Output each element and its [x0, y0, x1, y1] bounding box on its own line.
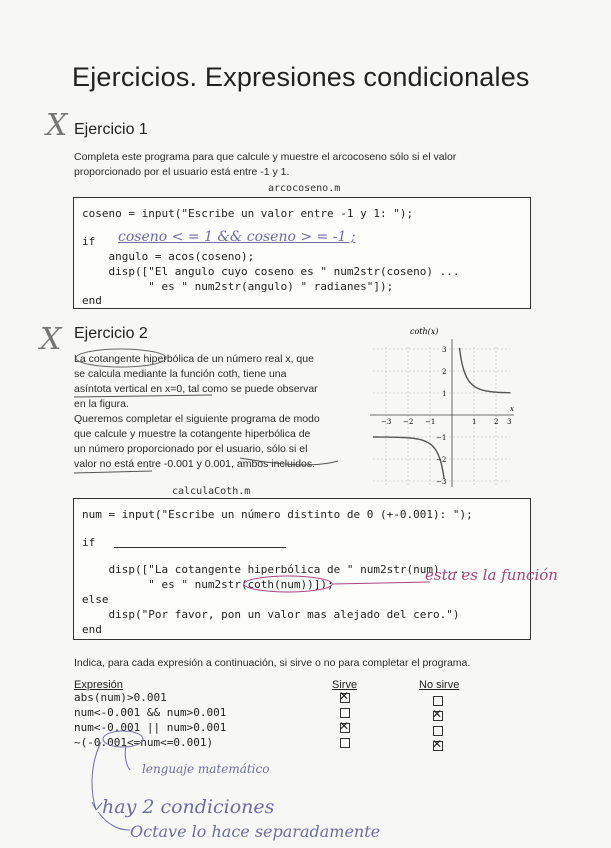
y-tick-label: −1: [436, 434, 447, 442]
exercise1-description-line2: proporcionado por el usuario está entre -1 y 1.: [74, 166, 290, 178]
description-line: Queremos completar el siguiente programa de modo: [74, 413, 320, 425]
pink-arrow: [240, 568, 440, 598]
sirve-checkbox-row-2[interactable]: [340, 708, 350, 718]
description-line: en la figura.: [74, 398, 129, 410]
code-line: " es " num2str(angulo) " radianes"]);: [82, 280, 394, 293]
x-tick-label: 1: [472, 418, 477, 426]
sirve-checkbox-row-1[interactable]: [340, 693, 350, 703]
exercise1-description-line1: Completa este programa para que calcule y muestre el arcocoseno sólo si el valor: [74, 151, 457, 163]
y-tick-label: −3: [436, 478, 447, 486]
exercise2-filename: calculaCoth.m: [172, 486, 251, 497]
no-sirve-checkbox-row-2[interactable]: [433, 711, 443, 721]
exercise1-code-box: [73, 197, 531, 309]
handwritten-annotation-function: esta es la función: [425, 566, 558, 584]
code-keyword-if: if: [82, 235, 96, 248]
x-tick-label: −2: [403, 418, 414, 426]
code-line: end: [82, 623, 102, 636]
column-expression: Expresión: [74, 679, 123, 691]
x-tick-label: 2: [494, 418, 499, 426]
y-tick-label: −2: [436, 456, 447, 464]
exercise1-filename: arcocoseno.m: [268, 183, 341, 194]
sirve-checkbox-row-3[interactable]: [340, 723, 350, 733]
code-line: num = input("Escribe un número distinto de 0 (+-0.001): ");: [82, 508, 473, 521]
no-sirve-checkbox-row-3[interactable]: [433, 726, 443, 736]
x-tick-label: 3: [507, 418, 512, 426]
column-sirve: Sirve: [332, 679, 358, 691]
cross-mark-exercise2: X: [40, 322, 62, 357]
y-tick-label: 2: [442, 368, 447, 376]
exercise1-description: [74, 150, 544, 180]
page-title: Ejercicios. Expresiones condicionales: [72, 62, 530, 92]
question-prompt: Indica, para cada expresión a continuación, si sirve o no para completar el programa.: [74, 657, 471, 669]
description-line: valor no está entre -0.001 y 0.001, ambos incluidos.: [74, 458, 316, 470]
code-line: angulo = acos(coseno);: [82, 250, 255, 263]
expression-row-3: num<-0.001 || num>0.001: [74, 721, 227, 734]
description-line: un número proporcionado por el usuario, sólo si el: [74, 443, 308, 455]
code-line: coseno = input("Escribe un valor entre -1 y 1: ");: [82, 207, 414, 220]
code-keyword-if: if: [82, 536, 96, 549]
condition-blank[interactable]: [114, 547, 286, 548]
handwritten-note-math-language: lenguaje matemático: [142, 762, 270, 776]
code-line: else: [82, 593, 109, 606]
sirve-checkbox-row-4[interactable]: [340, 738, 350, 748]
y-tick-label: 1: [442, 390, 447, 398]
coth-plot: [368, 325, 518, 490]
handwritten-note-two-conditions: hay 2 condiciones: [102, 796, 275, 818]
code-line: disp(["La cotangente hiperbólica de " num2str(num) ...: [82, 563, 467, 576]
code-line: disp("Por favor, pon un valor mas alejado del cero."): [82, 608, 460, 621]
x-tick-label: −1: [425, 418, 436, 426]
y-tick-label: 3: [442, 346, 447, 354]
plot-label: coth(x): [410, 327, 439, 336]
description-line: asíntota vertical en x=0, tal como se puede observar: [74, 383, 318, 395]
expression-row-1: abs(num)>0.001: [74, 691, 167, 704]
no-sirve-checkbox-row-4[interactable]: [433, 741, 443, 751]
cross-mark-exercise1: X: [46, 108, 68, 143]
column-no-sirve: No sirve: [419, 679, 460, 691]
code-line: disp(["El angulo cuyo coseno es " num2str(coseno) ...: [82, 265, 460, 278]
description-line: La cotangente hiperbólica de un número real x, que: [74, 353, 314, 365]
description-line: se calcula mediante la función coth, tiene una: [74, 368, 287, 380]
x-tick-label: −3: [381, 418, 392, 426]
code-line: " es " num2str(coth(num))]);: [82, 578, 334, 591]
handwritten-note-octave: Octave lo hace separadamente: [130, 822, 381, 841]
no-sirve-checkbox-row-1[interactable]: [433, 696, 443, 706]
handwritten-underlines: [70, 345, 360, 475]
exercise1-heading: Ejercicio 1: [74, 121, 148, 138]
exercise2-heading: Ejercicio 2: [74, 325, 148, 342]
expression-row-4: ~(-0.001<=num<=0.001): [74, 736, 214, 749]
description-line: que calcule y muestre la cotangente hiperbólica de: [74, 428, 311, 440]
x-axis-symbol: x: [510, 405, 514, 413]
handwritten-condition: coseno < = 1 && coseno > = -1 ;: [118, 229, 356, 245]
code-line: end: [82, 294, 102, 307]
expression-row-2: num<-0.001 && num>0.001: [74, 706, 227, 719]
